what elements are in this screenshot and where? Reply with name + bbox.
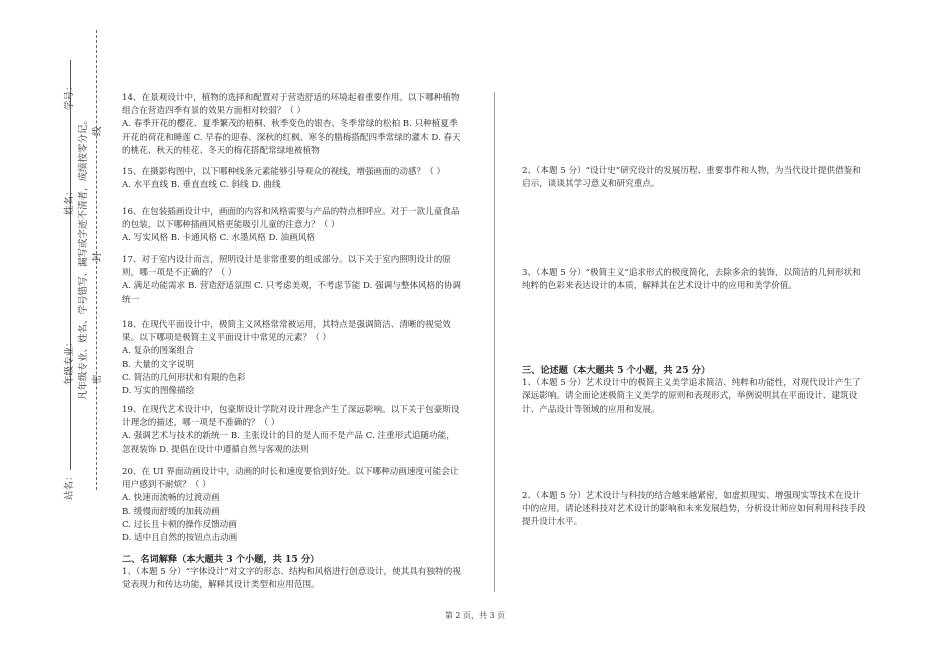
binding-line-outer (70, 60, 71, 470)
section-2 (122, 553, 462, 593)
mark-seal: 密 (92, 374, 103, 384)
mark-fold: 封 (92, 252, 103, 262)
binding-warning: 凡年级专业、姓名、学号错写、漏写或字迹不清者，成绩按零分记。 (78, 114, 89, 400)
question-19 (122, 404, 462, 457)
option-b: B. 大量的文字说明 (122, 359, 194, 370)
question-stem: 20、在 UI 界面动画设计中，动画的时长和速度要恰到好处。以下哪种动画速度可能会让用户感到不耐烦？（ ） (122, 467, 459, 491)
section-2-question-3 (522, 267, 867, 293)
section-3 (522, 364, 867, 417)
name-label: 姓名： (64, 186, 75, 215)
section-2-question-1: 1、（本题 5 分）“字体设计”对文字的形态、结构和风格进行创意设计，使其具有独特的视觉表现力和传达功能，解释其设计类型和应用范围。 (122, 567, 461, 591)
section-title: 三、论述题（本大题共 5 个小题，共 25 分） (522, 365, 711, 376)
option-a: A. 复杂的图案组合 (122, 346, 194, 357)
question-15 (122, 166, 462, 192)
option-b: B. 缓慢而舒缓的加载动画 (122, 506, 220, 517)
major-label: 年级专业： (64, 337, 75, 385)
option-c: C. 过长且卡顿的操作反馈动画 (122, 519, 237, 530)
section-3-question-2 (522, 490, 867, 530)
question-stem: 16、在包装插画设计中，画面的内容和风格需要与产品的特点相呼应。对于一款儿童食品的包装，以下哪种插画风格更能吸引儿童的注意力？（ ） (122, 207, 460, 231)
option-a: A. 快速而流畅的过渡动画 (122, 493, 220, 504)
question-14 (122, 92, 462, 158)
option-c: C. 简洁的几何形状和有限的色彩 (122, 372, 246, 383)
question-options: A. 春季开花的樱花、夏季繁茂的梧桐、秋季变色的银杏、冬季常绿的松柏 B. 只种植夏季开花的荷花和睡莲 C. 早春的迎春、深秋的红枫、寒冬的腊梅搭配四季常绿的灌木 D. 春天的桃花、秋天的桂花、冬天的梅花搭配常绿地被植物 (122, 119, 461, 156)
student-id-label: 学号： (64, 81, 75, 110)
question-options: A. 满足功能需求 B. 营造舒适氛围 C. 只考虑美观，不考虑节能 D. 强调与整体风格的协调统一 (122, 281, 462, 305)
question-20 (122, 466, 462, 545)
section-3-question-1: 1、（本题 5 分）艺术设计中的极简主义美学追求简洁、纯粹和功能性，对现代设计产生了深远影响。请全面论述极简主义美学的原则和表现形式，举例说明其在平面设计、建筑设计、产品设计等领域的应用和发展。 (522, 378, 861, 415)
question-text: 2、（本题 5 分）艺术设计与科技的结合越来越紧密，如虚拟现实、增强现实等技术在设计中的应用。请论述科技对艺术设计的影响和未来发展趋势，分析设计师应如何利用科技手段提升设计水平。 (522, 491, 866, 528)
question-options: A. 水平直线 B. 垂直直线 C. 斜线 D. 曲线 (122, 180, 281, 191)
station-label: 站名： (64, 471, 75, 500)
mark-line: 线 (92, 126, 103, 136)
question-stem: 14、在景观设计中，植物的选择和配置对于营造舒适的环境起着重要作用。以下哪种植物组合在营造四季有景的效果方面相对较弱？（ ） (122, 93, 460, 117)
question-stem: 17、对于室内设计而言，照明设计是非常重要的组成部分。以下关于室内照明设计的原则，哪一项是不正确的？（ ） (122, 255, 451, 279)
section-title: 二、名词解释（本大题共 3 个小题，共 15 分） (122, 554, 320, 565)
page-footer: 第 2 页，共 3 页 (444, 611, 506, 620)
question-17 (122, 254, 462, 307)
question-options: A. 强调艺术与技术的新统一 B. 主张设计的目的是人而不是产品 C. 注重形式追随功能，忽视装饰 D. 提倡在设计中遵循自然与客观的法则 (122, 431, 455, 455)
question-stem: 15、在摄影构图中，以下哪种线条元素能够引导观众的视线，增强画面的动感？（ ） (122, 167, 446, 177)
option-d: D. 适中且自然的按钮点击动画 (122, 533, 238, 544)
question-text: 3、（本题 5 分）“极简主义”追求形式的极度简化，去除多余的装饰，以简洁的几何形状和纯粹的色彩来表达设计的本质，解释其在艺术设计中的应用和美学价值。 (522, 268, 861, 292)
binding-margin (0, 0, 110, 672)
question-text: 2、（本题 5 分）“设计史”研究设计的发展历程、重要事件和人物，为当代设计提供借鉴和启示，谈谈其学习意义和研究重点。 (522, 166, 861, 190)
question-18 (122, 319, 462, 398)
question-stem: 19、在现代艺术设计中，包豪斯设计学院对设计理念产生了深远影响。以下关于包豪斯设计理念的描述，哪一项是不准确的？（ ） (122, 405, 460, 429)
question-16 (122, 206, 462, 246)
option-d: D. 写实的图像描绘 (122, 386, 195, 397)
question-options: A. 写实风格 B. 卡通风格 C. 水墨风格 D. 油画风格 (122, 233, 315, 244)
column-divider (494, 92, 495, 592)
section-2-question-2 (522, 165, 867, 191)
question-stem: 18、在现代平面设计中，极简主义风格常常被运用，其特点是强调简洁、清晰的视觉效果。以下哪项是极简主义平面设计中常见的元素？（ ） (122, 320, 451, 344)
